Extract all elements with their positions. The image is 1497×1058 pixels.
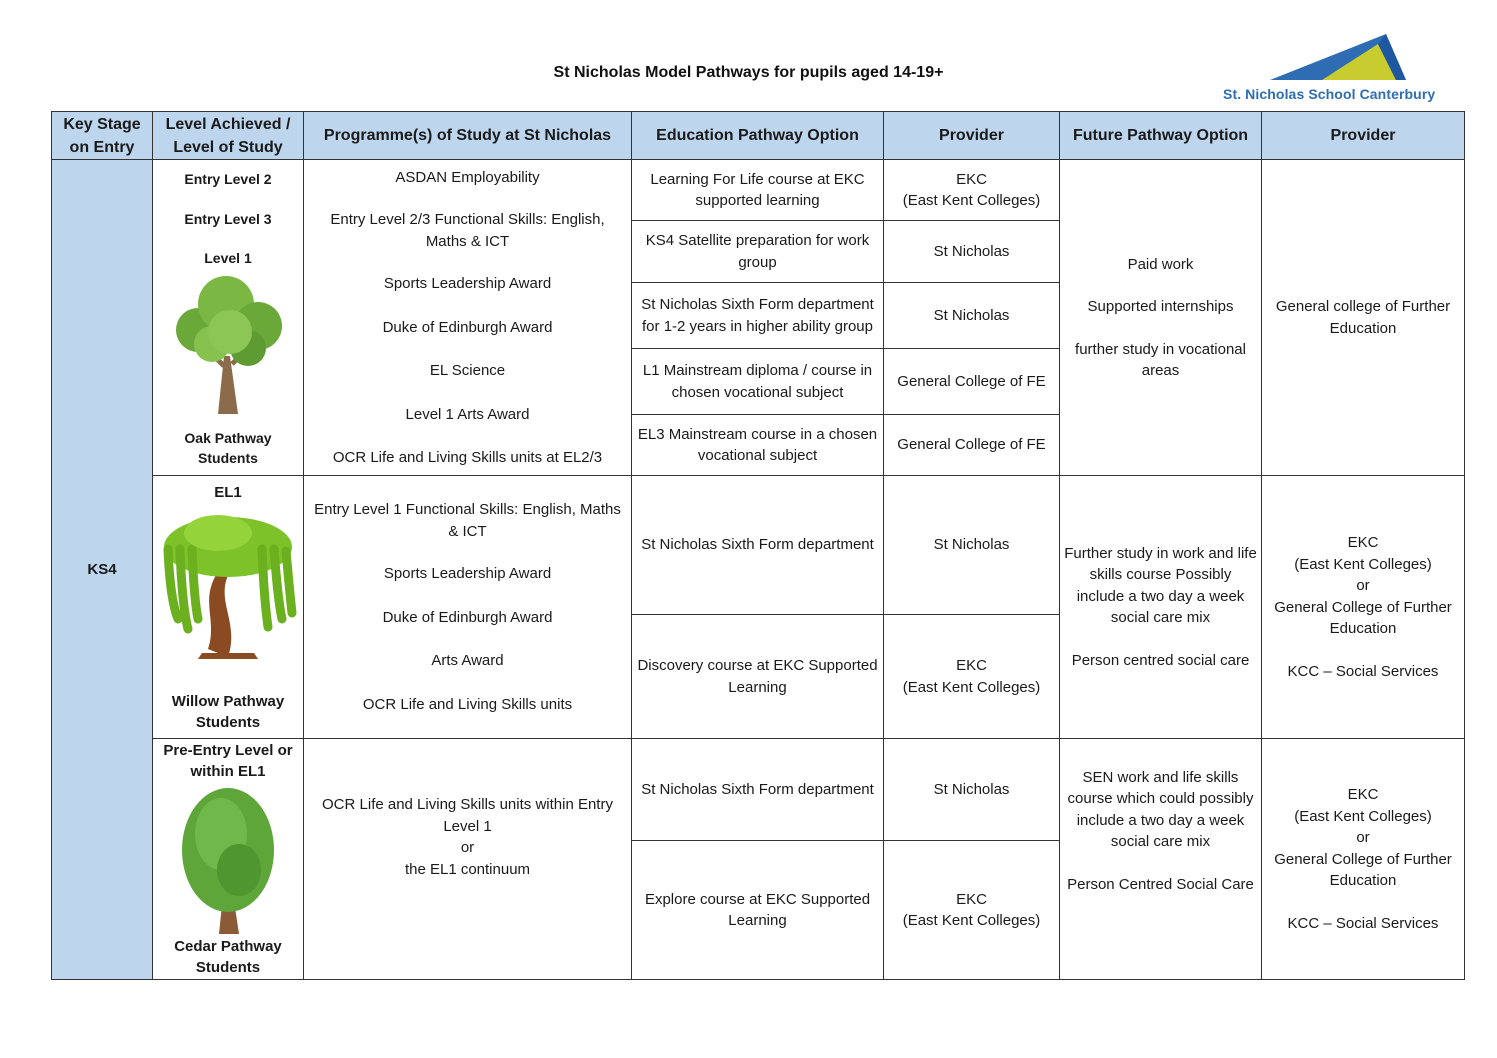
logo-text: St. Nicholas School Canterbury — [1223, 86, 1436, 102]
page-title: St Nicholas Model Pathways for pupils aged 14-19+ — [553, 64, 944, 81]
programme-item: Level 1 Arts Award — [405, 405, 530, 423]
provider-line: KCC – Social Services — [1287, 662, 1439, 680]
future-item: Paid work — [1127, 255, 1194, 273]
header-provider: Provider — [884, 112, 1060, 160]
provider-line: General College of Further Education — [1274, 598, 1452, 637]
provider-name: EKC — [956, 170, 987, 188]
education-option: L1 Mainstream diploma / course in chosen vocational subject — [632, 349, 884, 415]
provider-cell: General College of FE — [884, 415, 1060, 476]
future-item: further study in vocational areas — [1075, 340, 1246, 379]
willow-future-provider — [1262, 476, 1465, 739]
cedar-tree-icon — [173, 784, 283, 934]
oak-programme-cell — [304, 160, 632, 476]
future-item: Supported internships — [1087, 298, 1234, 315]
programme-item: or — [460, 839, 475, 856]
provider-line: (East Kent Colleges) — [1294, 555, 1432, 573]
programme-item: Duke of Edinburgh Award — [382, 318, 553, 336]
willow-pathway-label: Willow Pathway Students — [171, 692, 285, 731]
provider-cell: St Nicholas — [884, 739, 1060, 841]
provider-cell: St Nicholas — [884, 221, 1060, 283]
table-row — [52, 739, 1465, 841]
education-option: St Nicholas Sixth Form department — [632, 476, 884, 615]
level-label: Entry Level 3 — [184, 211, 272, 227]
key-stage-cell: KS4 — [52, 160, 153, 980]
header-level: Level Achieved / Level of Study — [153, 112, 304, 160]
provider-line: or — [1356, 829, 1370, 846]
header-row — [52, 112, 1465, 160]
provider-name: EKC — [956, 657, 987, 674]
programme-item: Entry Level 2/3 Functional Skills: English, Maths & ICT — [330, 211, 605, 250]
level-label: Pre-Entry Level or within EL1 — [163, 742, 293, 780]
provider-name: EKC — [956, 890, 987, 908]
programme-item: OCR Life and Living Skills units at EL2/3 — [332, 449, 603, 466]
provider-line: General College of Further Education — [1274, 850, 1452, 889]
oak-pathway-label: Oak Pathway Students — [184, 430, 272, 466]
provider-cell — [884, 615, 1060, 739]
header-provider-2: Provider — [1262, 112, 1465, 160]
programme-item: Sports Leadership Award — [383, 275, 552, 292]
provider-line: EKC — [1347, 534, 1379, 551]
provider-cell: St Nicholas — [884, 283, 1060, 349]
cedar-pathway-label: Cedar Pathway Students — [174, 938, 282, 976]
oak-tree-icon — [168, 274, 288, 414]
programme-item: Entry Level 1 Functional Skills: English, Maths & ICT — [314, 501, 621, 540]
level-label: Entry Level 2 — [184, 171, 272, 187]
table-row — [52, 476, 1465, 615]
education-option: Explore course at EKC Supported Learning — [632, 841, 884, 980]
programme-item: EL Science — [429, 362, 506, 379]
provider-line: KCC – Social Services — [1287, 914, 1439, 932]
cedar-programme-cell — [304, 739, 632, 980]
future-item: Person Centred Social Care — [1067, 875, 1254, 893]
programme-item: ASDAN Employability — [395, 168, 540, 186]
header-education: Education Pathway Option — [632, 112, 884, 160]
provider-detail: (East Kent Colleges) — [902, 912, 1041, 929]
willow-level-cell — [153, 476, 304, 739]
future-item: Further study in work and life skills course Possibly include a two day a week social care mix — [1064, 544, 1257, 627]
table-row — [52, 160, 1465, 221]
provider-detail: (East Kent Colleges) — [902, 678, 1041, 696]
education-option: Discovery course at EKC Supported Learning — [632, 615, 884, 739]
programme-item: OCR Life and Living Skills units — [362, 695, 573, 713]
provider-cell — [884, 160, 1060, 221]
future-item: Person centred social care — [1071, 651, 1250, 669]
provider-line: or — [1356, 577, 1370, 594]
education-option: EL3 Mainstream course in a chosen vocational subject — [632, 415, 884, 476]
header-programme: Programme(s) of Study at St Nicholas — [304, 112, 632, 160]
oak-future-provider: General college of Further Education — [1262, 160, 1465, 476]
header-future: Future Pathway Option — [1060, 112, 1262, 160]
willow-future-cell — [1060, 476, 1262, 739]
cedar-level-cell — [153, 739, 304, 980]
programme-item: Arts Award — [431, 652, 504, 669]
willow-programme-cell — [304, 476, 632, 739]
education-option: Learning For Life course at EKC supported learning — [632, 160, 884, 221]
level-label: Level 1 — [204, 250, 252, 266]
oak-level-cell — [153, 160, 304, 476]
header-key-stage: Key Stage on Entry — [52, 112, 153, 160]
provider-cell — [884, 841, 1060, 980]
provider-cell: General College of FE — [884, 349, 1060, 415]
cedar-future-cell — [1060, 739, 1262, 980]
provider-line: (East Kent Colleges) — [1294, 807, 1432, 825]
education-option: St Nicholas Sixth Form department for 1-2 years in higher ability group — [632, 283, 884, 349]
oak-future-cell — [1060, 160, 1262, 476]
provider-line: EKC — [1347, 786, 1379, 803]
programme-item: the EL1 continuum — [404, 860, 531, 878]
pathways-table — [51, 111, 1465, 980]
education-option: KS4 Satellite preparation for work group — [632, 221, 884, 283]
programme-item: OCR Life and Living Skills units within Entry Level 1 — [322, 796, 613, 835]
cedar-future-provider — [1262, 739, 1465, 980]
provider-cell: St Nicholas — [884, 476, 1060, 615]
provider-detail: (East Kent Colleges) — [902, 192, 1041, 209]
programme-item: Sports Leadership Award — [383, 565, 552, 582]
future-item: SEN work and life skills course which could possibly include a two day a week social care mix — [1067, 768, 1254, 851]
level-label: EL1 — [214, 483, 242, 501]
willow-tree-icon — [158, 509, 298, 669]
programme-item: Duke of Edinburgh Award — [382, 608, 553, 626]
education-option: St Nicholas Sixth Form department — [632, 739, 884, 841]
